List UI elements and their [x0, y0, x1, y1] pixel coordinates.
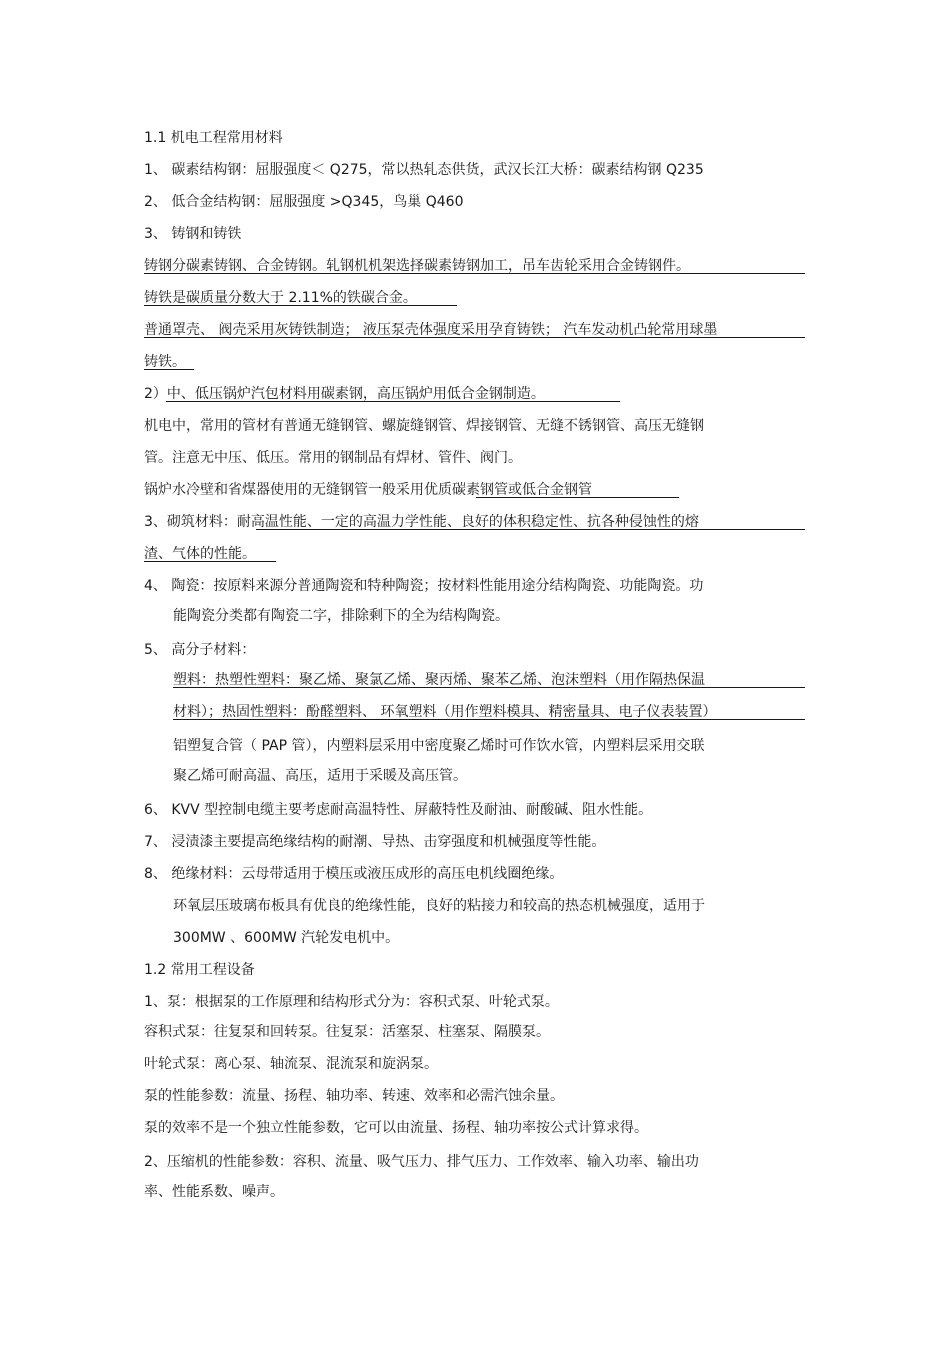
item-cast-steel-iron: 3、 铸钢和铸铁	[144, 226, 242, 242]
boiler-material-text: 2）中、低压锅炉汽包材料用碳素钢，高压锅炉用低合金钢制造。	[144, 386, 545, 402]
masonry-material-text-cont: 渣、气体的性能。	[144, 546, 256, 562]
item-ceramics: 4、 陶瓷：按原料来源分普通陶瓷和特种陶瓷；按材料性能用途分结构陶瓷、功能陶瓷。功	[144, 578, 704, 594]
item-pump: 1、泵：根据泵的工作原理和结构形式分为：容积式泵、叶轮式泵。	[144, 994, 559, 1010]
item-kvv-cable: 6、 KVV 型控制电缆主要考虑耐高温特性、屏蔽特性及耐油、耐酸碱、阻水性能。	[144, 802, 653, 818]
underline-rule	[144, 561, 276, 562]
underline-rule	[144, 305, 457, 306]
item-polymer: 5、 高分子材料：	[144, 642, 256, 658]
item-compressor: 2、压缩机的性能参数：容积、流量、吸气压力、排气压力、工作效率、输入功率、输出功	[144, 1154, 699, 1170]
pipe-text-cont: 管。注意无中压、低压。常用的钢制品有焊材、管件、阀门。	[144, 450, 522, 466]
underline-rule	[173, 687, 805, 688]
positive-displacement-pump-text: 容积式泵：往复泵和回转泵。往复泵：活塞泵、柱塞泵、隔膜泵。	[144, 1024, 550, 1040]
boiler-pipe-text: 锅炉水冷壁和省煤器使用的无缝钢管一般采用优质碳素钢管或低合金钢管	[144, 482, 592, 498]
pump-efficiency-text: 泵的效率不是一个独立性能参数，它可以由流量、扬程、轴功率按公式计算求得。	[144, 1120, 648, 1136]
underline-rule	[144, 337, 805, 338]
item-ceramics-cont: 能陶瓷分类都有陶瓷二字，排除剩下的全为结构陶瓷。	[173, 608, 509, 624]
underline-rule	[144, 369, 194, 370]
item-impregnating-varnish: 7、 浸渍漆主要提高绝缘结构的耐潮、导热、击穿强度和机械强度等性能。	[144, 834, 606, 850]
underline-rule	[256, 529, 805, 530]
plastics-text-cont: 材料）；热固性塑料：酚醛塑料、 环氧塑料（用作塑料模具、精密量具、电子仪表装置）	[173, 704, 717, 720]
plastics-text: 塑料：热塑性塑料：聚乙烯、聚氯乙烯、聚丙烯、聚苯乙烯、泡沫塑料（用作隔热保温	[173, 672, 705, 688]
underline-rule	[166, 401, 620, 402]
cast-iron-text: 铸铁是碳质量分数大于 2.11%的铁碳合金。	[144, 290, 417, 306]
epoxy-board-text-cont: 300MW 、600MW 汽轮发电机中。	[173, 930, 400, 946]
item-compressor-cont: 率、性能系数、噪声。	[144, 1184, 284, 1200]
cast-steel-text: 铸钢分碳素铸钢、合金铸钢。轧钢机机架选择碳素铸钢加工，吊车齿轮采用合金铸钢件。	[144, 258, 690, 274]
pap-pipe-text: 铝塑复合管（ PAP 管），内塑料层采用中密度聚乙烯时可作饮水管，内塑料层采用交联	[173, 738, 705, 754]
underline-rule	[173, 719, 805, 720]
pipe-text: 机电中，常用的管材有普通无缝钢管、螺旋缝钢管、焊接钢管、无缝不锈钢管、高压无缝钢	[144, 418, 704, 434]
cast-iron-uses-text-cont: 铸铁。	[144, 354, 186, 370]
pump-parameters-text: 泵的性能参数：流量、扬程、轴功率、转速、效率和必需汽蚀余量。	[144, 1088, 564, 1104]
underline-rule	[144, 273, 805, 274]
item-carbon-steel: 1、 碳素结构钢：屈服强度＜ Q275，常以热轧态供货，武汉长江大桥：碳素结构钢 Q235	[144, 162, 704, 178]
underline-rule	[476, 497, 679, 498]
pap-pipe-text-cont: 聚乙烯可耐高温、高压，适用于采暖及高压管。	[173, 768, 467, 784]
impeller-pump-text: 叶轮式泵：离心泵、轴流泵、混流泵和旋涡泵。	[144, 1056, 438, 1072]
item-insulation: 8、 绝缘材料：云母带适用于模压或液压成形的高压电机线圈绝缘。	[144, 866, 564, 882]
item-low-alloy-steel: 2、 低合金结构钢：屈服强度 >Q345，鸟巢 Q460	[144, 194, 464, 210]
section-heading-1-2: 1.2 常用工程设备	[144, 962, 255, 978]
masonry-material-text: 3、砌筑材料：耐高温性能、一定的高温力学性能、良好的体积稳定性、抗各种侵蚀性的熔	[144, 514, 699, 530]
cast-iron-uses-text: 普通罩壳、 阀壳采用灰铸铁制造； 液压泵壳体强度采用孕育铸铁； 汽车发动机凸轮常用球墨	[144, 322, 718, 338]
epoxy-board-text: 环氧层压玻璃布板具有优良的绝缘性能，良好的粘接力和较高的热态机械强度，适用于	[173, 898, 705, 914]
section-heading-1-1: 1.1 机电工程常用材料	[144, 130, 283, 146]
